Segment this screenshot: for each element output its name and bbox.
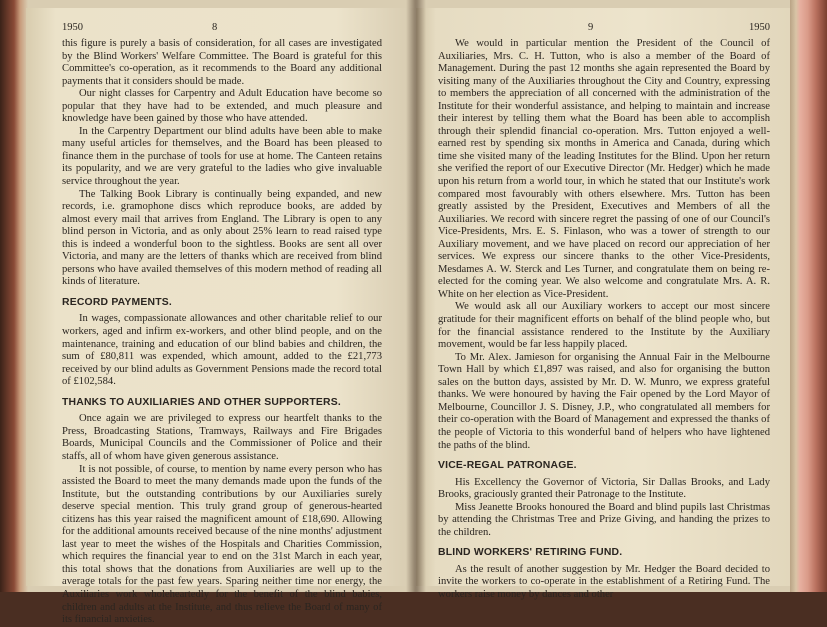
paragraph: Once again we are privileged to express our heartfelt thanks to the Press, Broadcasting Stations, Tramways, Railways and Fire Brigades Boards, Municipal Councils and the Commissioner of Police and their staffs, all of whom have given generous assistance.: [62, 413, 382, 462]
paragraph: We would in particular mention the President of the Council of Auxiliaries, Mrs. C. H. Tutton, who is also a member of the Board of Management. During the past 12 months she again represented the Board by visiting many of the Auxiliaries throughout the City and Country, expressing to members the appreciation of all concerned with the administration of the Institute for their wonderful assistance, and helping to maintain and increase their interest by telling them what the Board has been able to accomplish through their splendid financial co-operation. Mrs. Tutton enjoyed a well-earned rest by spending six months in America and Canada, during which time she visited many of the leading Institutes for the Blind. Upon her return she verified the report of our Executive Director (Mr. Hedger) which he made upon his return from a world tour, in which he stated that our Institute's work compared most favourably with others elsewhere. Mrs. Tutton has been greatly assisted by the President, Executives and Members of all the Auxiliaries. We record with sincere regret the passing of one of our Council's Vice-Presidents, Mrs. E. S. Finlason, who was a tower of strength to our Auxiliary movement, and we have placed on record our appreciation of her services. We express our sincere thanks to the other Vice-Presidents, Mesdames A. W. Sterck and Les Turner, and congratulate them on being re-elected for the coming year. We also welcome and congratulate Mrs. A. R. White on her election as Vice-President.: [438, 38, 770, 300]
paragraph: As the result of another suggestion by Mr. Hedger the Board decided to invite the workers to co-operate in the establishment of a Retiring Fund. The workers raise money by dances and other: [438, 563, 770, 600]
left-page-content: [62, 22, 382, 627]
paragraph: His Excellency the Governor of Victoria, Sir Dallas Brooks, and Lady Brooks, graciously granted their Patronage to the Institute.: [438, 476, 770, 501]
section-heading-vice-regal: VICE-REGAL PATRONAGE.: [438, 460, 577, 472]
paragraph: The Talking Book Library is continually being expanded, and new records, i.e. gramophone discs which reproduce books, are added by almost every mail that arrives from England. The Library is open to any blind person in Victoria, and as only about 25% learn to read raised type this is indeed a wonderful boon to the sightless. Books are sent all over Victoria, and many are the letters of thanks which are received from blind persons who have availed themselves of this modern method of reading all kinds of literature.: [62, 188, 382, 288]
right-page-header: [438, 22, 770, 36]
section-heading-thanks: THANKS TO AUXILIARIES AND OTHER SUPPORTERS.: [62, 396, 341, 408]
left-page-year: 1950: [62, 22, 83, 33]
right-page-content: [438, 22, 770, 602]
paragraph: Our night classes for Carpentry and Adult Education have become so popular that they have had to be extended, and much pleasure and knowledge have been gained by those who have attended.: [62, 88, 382, 125]
right-page: [416, 8, 790, 600]
left-page-header: [62, 22, 382, 36]
paragraph: In the Carpentry Department our blind adults have been able to make many useful articles for themselves, and the Board has been pleased to finance them in the purchase of tools for use at home. The Canteen retains its popularity, and we are very grateful to the ladies who give invaluable service throughout the year.: [62, 125, 382, 188]
paragraph: Miss Jeanette Brooks honoured the Board and blind pupils last Christmas by attending the Christmas Tree and Prize Giving, and handing the prizes to the children.: [438, 501, 770, 538]
paragraph: We would ask all our Auxiliary workers to accept our most sincere gratitude for their magnificent efforts on behalf of the blind people who, but for the financial assistance rendered to the Institute by the Auxiliary movement, would be far less happily placed.: [438, 301, 770, 351]
section-heading-retiring-fund: BLIND WORKERS' RETIRING FUND.: [438, 547, 623, 559]
paragraph: In wages, compassionate allowances and other charitable relief to our workers, aged and infirm ex-workers, and other blind people, and on the maintenance, training and education of our blind babies and children, the sum of £80,811 was expended, which amount, added to the £21,773 received by our blind adults as Government Pensions made the record total of £102,584.: [62, 313, 382, 388]
left-page-number: 8: [212, 22, 218, 33]
right-page-number: 9: [588, 22, 594, 33]
right-page-year: 1950: [749, 22, 770, 33]
paragraph: this figure is purely a basis of consideration, for all cases are investigated by the Blind Workers' Welfare Committee. The Board is grateful for this Committee's co-operation, as it recommends to the Board any additional payments that it considers should be made.: [62, 38, 382, 87]
page-edges: [790, 0, 827, 592]
paragraph: To Mr. Alex. Jamieson for organising the Annual Fair in the Melbourne Town Hall by which £1,897 was raised, and also for organising the button sales on the button days, assisted by Mr. D. W. Munro, we express grateful thanks. We were honoured by having the Fair opened by the Lord Mayor of Melbourne, Councillor J. S. Disney, J.P., who congratulated all members for their co-operation with the Board of Management and expressed the thanks of the people of Victoria to this wonderful band of helpers who have lightened the paths of the blind.: [438, 351, 770, 451]
left-page: [26, 8, 414, 626]
section-heading-record-payments: RECORD PAYMENTS.: [62, 296, 173, 308]
paragraph: It is not possible, of course, to mention by name every person who has assisted the Board to meet the many demands made upon the funds of the Institute, but the outstanding contributions by our Auxiliaries surely deserve special mention. This truly grand group of generous-hearted citizens has this year raised the magnificent amount of £18,690. Allowing for the additional amounts received because of the nine months' adjustment last year to meet the wishes of the Hospitals and Charities Commission, which requires the financial year to end on the 31st March in each year, this total shows that the donations from Auxiliaries are well up to the average totals for the past few years. Sparing neither time nor energy, the Auxiliaries work wholeheartedly for the benefit of the blind babies, children and adults at the Institute, and thus relieve the Board of many of its financial anxieties.: [62, 463, 382, 626]
book-gutter: [406, 0, 426, 592]
